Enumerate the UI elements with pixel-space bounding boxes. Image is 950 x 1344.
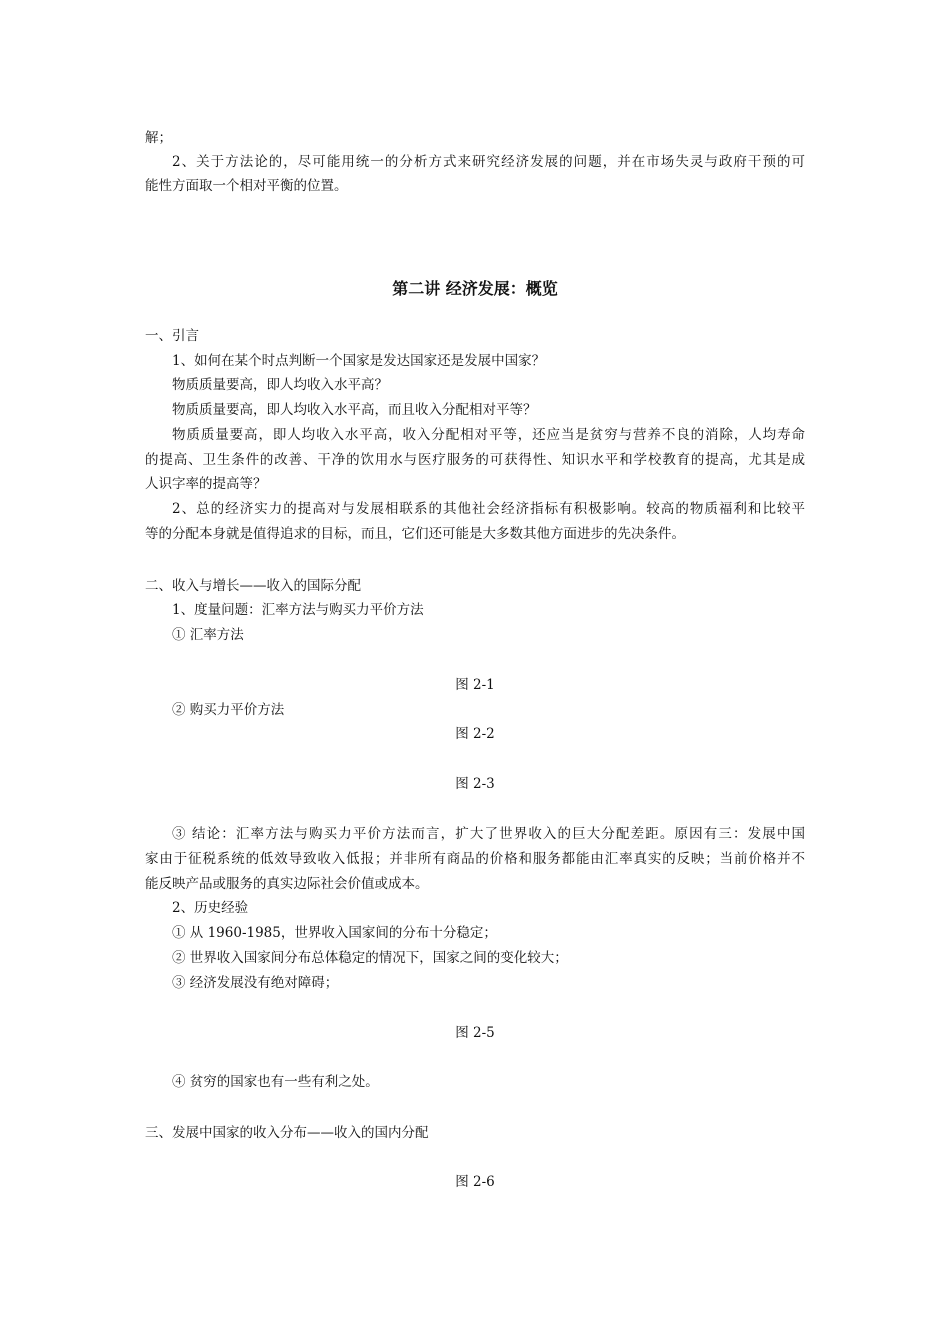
conclusion-line2: 家由于征税系统的低效导致收入低报；并非所有商品的价格和服务都能由汇率真实的反映；当前价格并不 <box>145 851 805 867</box>
question-1-option-c-line2: 的提高、卫生条件的改善、干净的饮用水与医疗服务的可获得性、知识水平和学校教育的提高，尤其是成 <box>145 452 805 468</box>
question-1-option-c-line1: 物质质量要高，即人均收入水平高，收入分配相对平等，还应当是贫穷与营养不良的消除，人均寿命 <box>172 427 805 443</box>
conclusion-line1: ③ 结论：汇率方法与购买力平价方法而言，扩大了世界收入的巨大分配差距。原因有三：发展中国 <box>172 826 805 842</box>
paragraph-2-line2: 等的分配本身就是值得追求的目标，而且，它们还可能是大多数其他方面进步的先决条件。 <box>145 526 685 542</box>
paragraph-methodology-line1: 2、关于方法论的，尽可能用统一的分析方式来研究经济发展的问题，并在市场失灵与政府干预的可 <box>172 154 805 170</box>
section-heading-introduction: 一、引言 <box>145 328 199 344</box>
question-1-option-a: 物质质量要高，即人均收入水平高？ <box>172 377 388 393</box>
paragraph-methodology-line2: 能性方面取一个相对平衡的位置。 <box>145 178 348 194</box>
history-heading: 2、历史经验 <box>172 900 249 916</box>
history-item-3: ③ 经济发展没有绝对障碍； <box>172 975 339 991</box>
history-item-1: ① 从 1960-1985，世界收入国家间的分布十分稳定； <box>172 925 497 941</box>
section-heading-income-growth: 二、收入与增长——收入的国际分配 <box>145 578 361 594</box>
figure-caption-2-3: 图 2-3 <box>455 776 495 792</box>
chapter-title: 第二讲 经济发展：概览 <box>392 279 558 298</box>
measurement-heading: 1、度量问题：汇率方法与购买力平价方法 <box>172 602 424 618</box>
figure-caption-2-2: 图 2-2 <box>455 726 495 742</box>
conclusion-line3: 能反映产品或服务的真实边际社会价值或成本。 <box>145 876 429 892</box>
figure-caption-2-1: 图 2-1 <box>455 677 495 693</box>
paragraph-2-line1: 2、总的经济实力的提高对与发展相联系的其他社会经济指标有积极影响。较高的物质福利和比较平 <box>172 501 805 517</box>
question-1-option-b: 物质质量要高，即人均收入水平高，而且收入分配相对平等？ <box>172 402 537 418</box>
history-item-2: ② 世界收入国家间分布总体稳定的情况下，国家之间的变化较大； <box>172 950 568 966</box>
exchange-rate-method: ① 汇率方法 <box>172 627 244 643</box>
text-line: 解； <box>145 130 172 146</box>
question-1: 1、如何在某个时点判断一个国家是发达国家还是发展中国家？ <box>172 353 546 369</box>
figure-caption-2-6: 图 2-6 <box>455 1174 495 1190</box>
question-1-option-c-line3: 人识字率的提高等？ <box>145 476 267 492</box>
figure-caption-2-5: 图 2-5 <box>455 1025 495 1041</box>
history-item-4: ④ 贫穷的国家也有一些有利之处。 <box>172 1074 379 1090</box>
section-heading-domestic-distribution: 三、发展中国家的收入分布——收入的国内分配 <box>145 1125 429 1141</box>
ppp-method: ② 购买力平价方法 <box>172 702 285 718</box>
